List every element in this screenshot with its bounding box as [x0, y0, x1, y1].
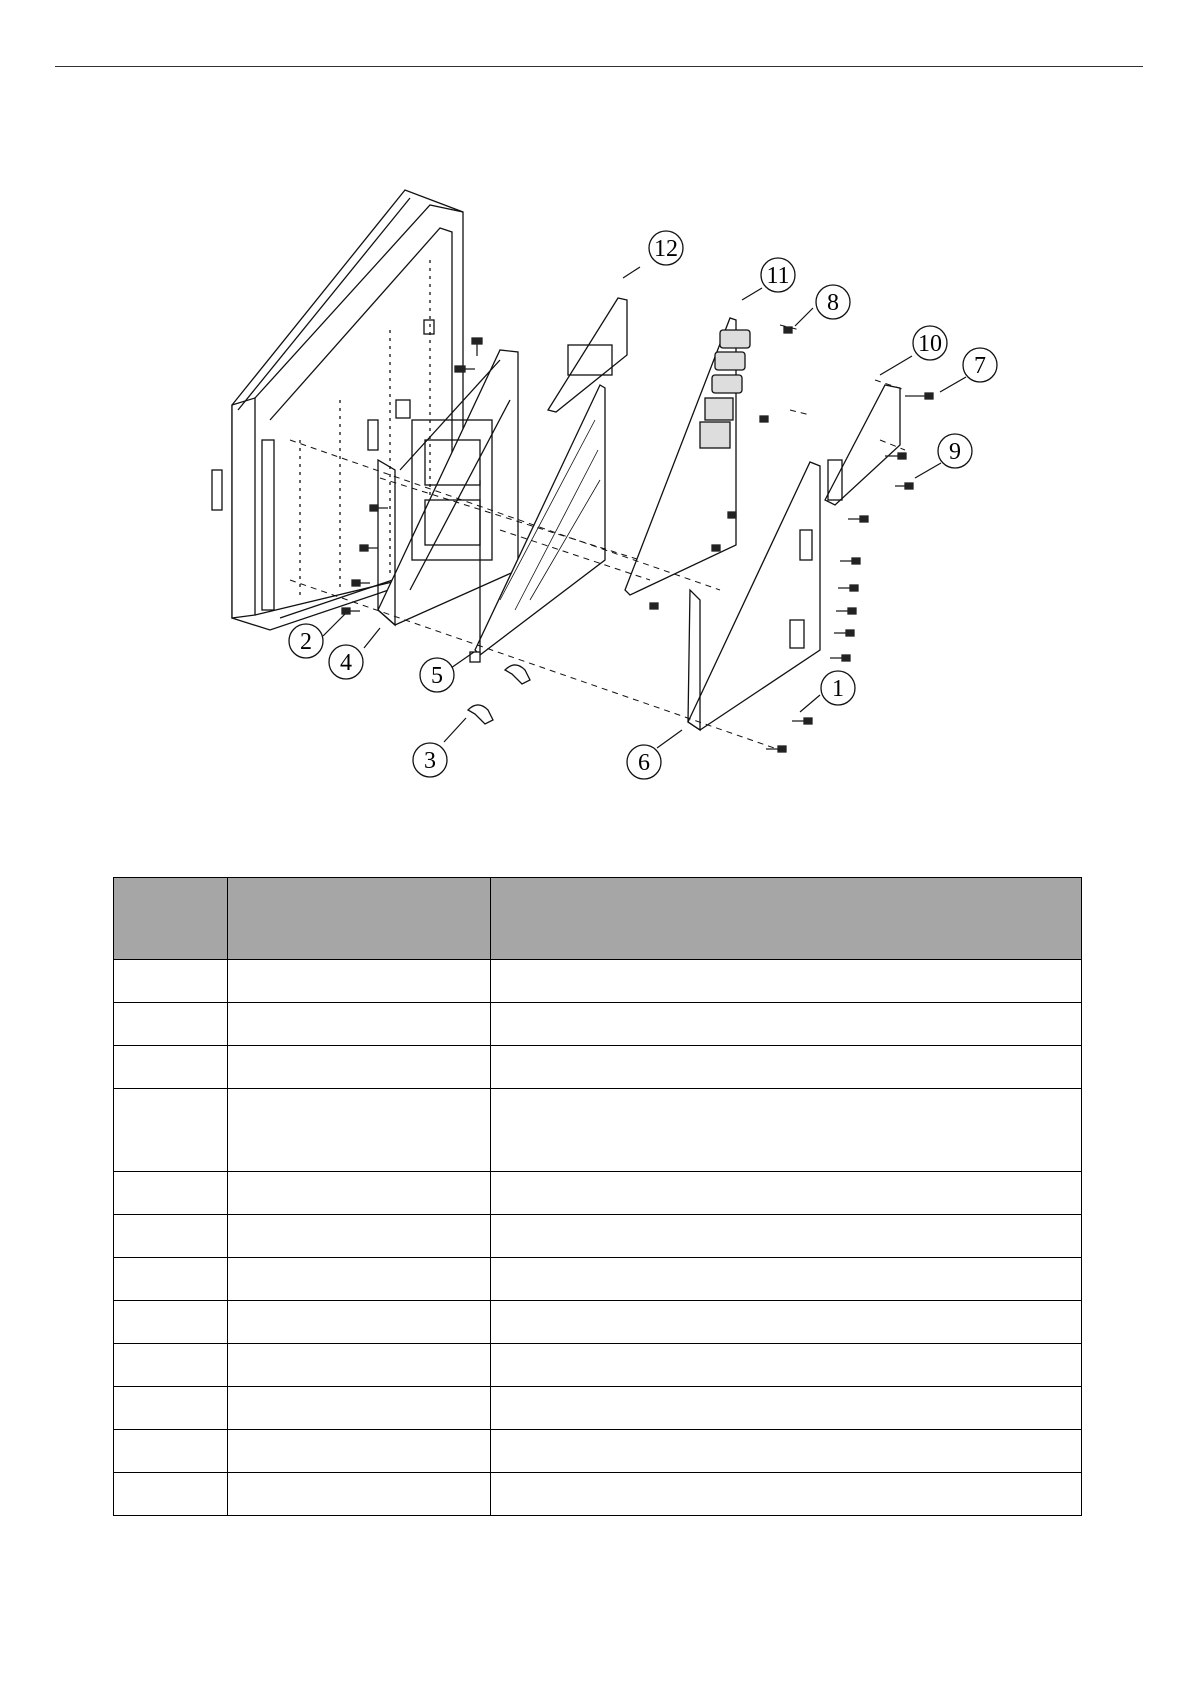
table-row: [114, 1473, 1082, 1516]
callout-number: 6: [638, 750, 650, 776]
callout-5: [420, 658, 454, 692]
callout-11: [761, 258, 795, 292]
part-12-bracket: [548, 298, 627, 412]
part-3-clips: [468, 652, 530, 724]
table-cell: [491, 1301, 1082, 1344]
table-cell: [491, 1215, 1082, 1258]
table-cell: [491, 1172, 1082, 1215]
table-cell: [228, 1003, 491, 1046]
callout-2: [289, 624, 323, 658]
table-cell: [228, 1258, 491, 1301]
callout-1: [821, 671, 855, 705]
table-cell: [491, 1344, 1082, 1387]
table-cell: [491, 1473, 1082, 1516]
table-row: [114, 1215, 1082, 1258]
callout-number: 4: [340, 650, 352, 676]
table-row: [114, 1344, 1082, 1387]
table-cell: [228, 1473, 491, 1516]
table-cell: [114, 1258, 228, 1301]
callout-number: 8: [827, 290, 839, 316]
callout-8: [816, 285, 850, 319]
table-cell: [114, 1473, 228, 1516]
table-cell: [114, 1089, 228, 1172]
table-cell: [228, 960, 491, 1003]
table-row: [114, 1046, 1082, 1089]
table-cell: [228, 1344, 491, 1387]
callout-3: [413, 743, 447, 777]
callout-number: 2: [300, 629, 312, 655]
table-row: [114, 1089, 1082, 1172]
table-cell: [491, 1387, 1082, 1430]
table-row: [114, 1258, 1082, 1301]
header-cell: [228, 878, 491, 960]
table-cell: [228, 1172, 491, 1215]
callout-number: 11: [766, 263, 790, 289]
table-cell: [491, 1046, 1082, 1089]
table-cell: [491, 960, 1082, 1003]
callout-4: [329, 645, 363, 679]
table-cell: [491, 1003, 1082, 1046]
parts-table: [113, 877, 1082, 1516]
table-row: [114, 1430, 1082, 1473]
table-cell: [114, 1344, 228, 1387]
callout-12: [649, 231, 683, 265]
table-row: [114, 960, 1082, 1003]
table-cell: [228, 1046, 491, 1089]
callout-9: [938, 434, 972, 468]
table-row: [114, 1387, 1082, 1430]
table-cell: [114, 1046, 228, 1089]
header-cell: [114, 878, 228, 960]
callout-number: 10: [918, 331, 942, 357]
table-cell: [114, 1387, 228, 1430]
table-cell: [114, 1430, 228, 1473]
part-11-board: [625, 318, 750, 595]
callout-10: [913, 326, 947, 360]
table-cell: [114, 1301, 228, 1344]
table-row: [114, 1301, 1082, 1344]
table-cell: [114, 960, 228, 1003]
table-cell: [228, 1430, 491, 1473]
table-cell: [491, 1430, 1082, 1473]
callout-number: 9: [949, 439, 961, 465]
table-cell: [228, 1387, 491, 1430]
table-cell: [228, 1089, 491, 1172]
table-row: [114, 1003, 1082, 1046]
callout-number: 7: [974, 353, 986, 379]
table-cell: [228, 1301, 491, 1344]
callout-number: 1: [832, 676, 844, 702]
table-cell: [491, 1258, 1082, 1301]
callout-7: [963, 348, 997, 382]
table-cell: [228, 1215, 491, 1258]
part-10-bracket: [825, 385, 900, 505]
table-cell: [114, 1172, 228, 1215]
table-cell: [491, 1089, 1082, 1172]
table-cell: [114, 1215, 228, 1258]
table-cell: [114, 1003, 228, 1046]
table-header-row: [114, 878, 1082, 960]
callout-number: 5: [431, 663, 443, 689]
table-row: [114, 1172, 1082, 1215]
exploded-view-diagram: [0, 0, 1191, 800]
header-cell: [491, 878, 1082, 960]
callout-6: [627, 745, 661, 779]
callout-number: 3: [424, 748, 436, 774]
callout-number: 12: [654, 236, 678, 262]
